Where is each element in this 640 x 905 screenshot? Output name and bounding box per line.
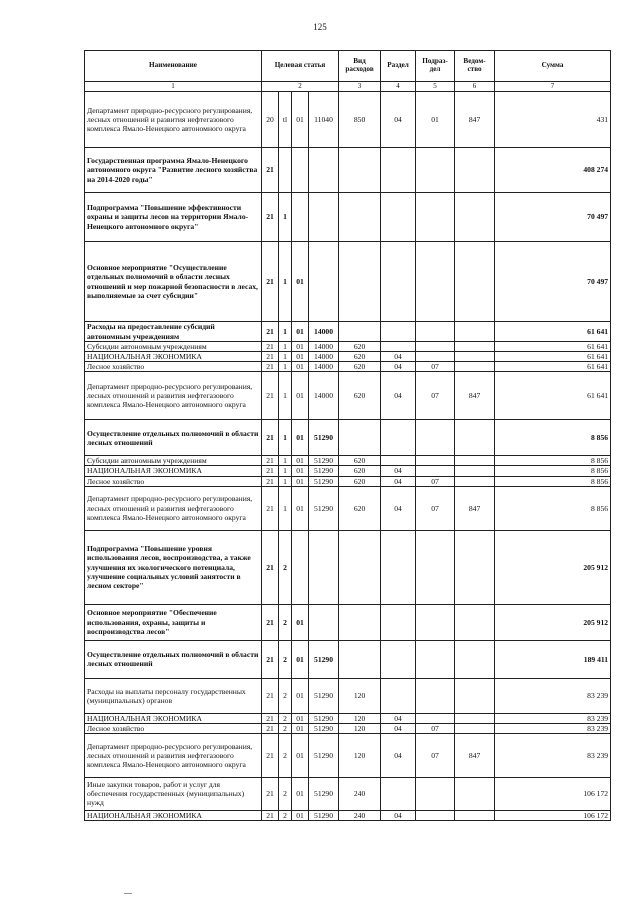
department-cell [455,456,495,466]
cs-part1: 21 [262,466,279,476]
section-cell: 04 [381,372,416,420]
subsection-cell: 01 [416,92,455,148]
department-cell [455,342,495,352]
cs-part2: 1 [279,456,292,466]
cs-part2: 1 [279,362,292,372]
expense-type-cell [339,193,381,242]
section-cell: 04 [381,810,416,820]
column-number-row [85,82,611,92]
section-cell [381,530,416,604]
table-row [85,486,611,530]
row-name: Департамент природно-ресурсного регулирования, лесных отношений и развития нефтегазового комплекса Ямало-Ненецкого автономного округа [85,372,262,420]
expense-type-cell: 120 [339,723,381,733]
table-row [85,678,611,713]
column-number: 2 [262,82,339,92]
row-name: Департамент природно-ресурсного регулирования, лесных отношений и развития нефтегазового комплекса Ямало-Ненецкого автономного округа [85,486,262,530]
expense-type-cell: 620 [339,486,381,530]
page-number: 125 [313,22,327,32]
department-cell: 847 [455,372,495,420]
sum-cell: 431 [495,92,611,148]
column-number: 5 [416,82,455,92]
sum-cell: 8 856 [495,476,611,486]
table-row [85,777,611,810]
cs-part2: 2 [279,723,292,733]
expense-type-cell: 240 [339,777,381,810]
header-subsection: Подраз-дел [416,51,455,82]
section-cell [381,342,416,352]
cs-part4 [309,242,339,322]
cs-part3: 01 [292,372,309,420]
section-cell: 04 [381,476,416,486]
expense-type-cell: 620 [339,456,381,466]
cs-part1: 21 [262,486,279,530]
row-name: Подпрограмма "Повышение эффективности охраны и защиты лесов на территории Ямало-Ненецкого автономного округа" [85,193,262,242]
table-row [85,456,611,466]
cs-part4 [309,604,339,640]
row-name: Подпрограмма "Повышение уровня использования лесов, воспроизводства, а также улучшения их экологического потенциала, улучшение социальных условий занятости в лесном секторе" [85,530,262,604]
cs-part3: 01 [292,342,309,352]
row-name: Субсидии автономным учреждениям [85,342,262,352]
cs-part1: 21 [262,723,279,733]
cs-part4 [309,193,339,242]
cs-part2: 2 [279,713,292,723]
sum-cell: 83 239 [495,733,611,777]
table-row [85,530,611,604]
sum-cell: 106 172 [495,777,611,810]
table-row [85,723,611,733]
cs-part1: 21 [262,810,279,820]
cs-part2 [279,148,292,193]
cs-part1: 21 [262,362,279,372]
table-row [85,420,611,456]
cs-part3: 01 [292,777,309,810]
cs-part1: 21 [262,372,279,420]
bottom-mark [124,893,132,894]
cs-part4: 14000 [309,342,339,352]
table-row [85,476,611,486]
cs-part4: 51290 [309,733,339,777]
sum-cell: 61 641 [495,342,611,352]
column-number: 1 [85,82,262,92]
department-cell: 847 [455,486,495,530]
department-cell [455,420,495,456]
cs-part1: 21 [262,640,279,678]
cs-part3: 01 [292,420,309,456]
department-cell [455,352,495,362]
sum-cell: 70 497 [495,193,611,242]
table-row [85,322,611,342]
expense-type-cell: 120 [339,678,381,713]
cs-part4: 14000 [309,322,339,342]
department-cell [455,466,495,476]
subsection-cell [416,322,455,342]
cs-part4: 51290 [309,486,339,530]
cs-part2: 1 [279,372,292,420]
sum-cell: 8 856 [495,456,611,466]
table-row [85,193,611,242]
cs-part3: 01 [292,466,309,476]
row-name: Основное мероприятие "Осуществление отдельных полномочий в области лесных отношений и мер пожарной безопасности в лесах, выполняемые за счет субсидии" [85,242,262,322]
cs-part1: 20 [262,92,279,148]
subsection-cell [416,352,455,362]
sum-cell: 83 239 [495,723,611,733]
sum-cell: 61 641 [495,322,611,342]
expense-type-cell: 850 [339,92,381,148]
department-cell [455,678,495,713]
section-cell: 04 [381,733,416,777]
cs-part2: 1 [279,352,292,362]
cs-part4: 51290 [309,678,339,713]
cs-part2: 2 [279,604,292,640]
table-row [85,466,611,476]
row-name: Субсидии автономным учреждениям [85,456,262,466]
subsection-cell: 07 [416,362,455,372]
header-name: Наименование [85,51,262,82]
expense-type-cell [339,148,381,193]
expense-type-cell [339,640,381,678]
subsection-cell: 07 [416,476,455,486]
department-cell: 847 [455,92,495,148]
cs-part4: 51290 [309,810,339,820]
cs-part3 [292,530,309,604]
section-cell: 04 [381,92,416,148]
sum-cell: 205 912 [495,604,611,640]
department-cell: 847 [455,733,495,777]
cs-part3: 01 [292,362,309,372]
table-row [85,148,611,193]
cs-part3: 01 [292,476,309,486]
row-name: Иные закупки товаров, работ и услуг для обеспечения государственных (муниципальных) нужд [85,777,262,810]
cs-part2: 1 [279,193,292,242]
expense-type-cell: 120 [339,713,381,723]
department-cell [455,604,495,640]
subsection-cell [416,713,455,723]
cs-part4: 51290 [309,713,339,723]
table-row [85,640,611,678]
expense-type-cell [339,530,381,604]
cs-part4 [309,530,339,604]
cs-part1: 21 [262,242,279,322]
expense-type-cell: 620 [339,342,381,352]
section-cell [381,678,416,713]
budget-table [84,50,611,821]
cs-part4 [309,148,339,193]
cs-part2: 1 [279,322,292,342]
cs-part4: 11040 [309,92,339,148]
cs-part2: 1 [279,242,292,322]
sum-cell: 83 239 [495,713,611,723]
cs-part1: 21 [262,604,279,640]
cs-part3: 01 [292,456,309,466]
department-cell [455,723,495,733]
table-row [85,342,611,352]
cs-part3: 01 [292,640,309,678]
cs-part3: 01 [292,486,309,530]
subsection-cell [416,810,455,820]
header-row [85,51,611,82]
sum-cell: 189 411 [495,640,611,678]
row-name: Осуществление отдельных полномочий в области лесных отношений [85,640,262,678]
column-number: 6 [455,82,495,92]
row-name: Лесное хозяйство [85,723,262,733]
expense-type-cell: 620 [339,362,381,372]
row-name: Лесное хозяйство [85,476,262,486]
cs-part2: 1 [279,466,292,476]
row-name: Осуществление отдельных полномочий в области лесных отношений [85,420,262,456]
cs-part4: 51290 [309,476,339,486]
cs-part1: 21 [262,476,279,486]
table-row [85,733,611,777]
subsection-cell [416,678,455,713]
expense-type-cell: 620 [339,476,381,486]
cs-part3: 01 [292,733,309,777]
table-row [85,604,611,640]
cs-part1: 21 [262,713,279,723]
cs-part2: tl [279,92,292,148]
cs-part2: 2 [279,678,292,713]
cs-part1: 21 [262,193,279,242]
department-cell [455,242,495,322]
sum-cell: 8 856 [495,466,611,476]
cs-part4: 51290 [309,466,339,476]
cs-part2: 2 [279,777,292,810]
subsection-cell: 07 [416,723,455,733]
row-name: Основное мероприятие "Обеспечение использования, охраны, защиты и воспроизводства лесов" [85,604,262,640]
section-cell [381,456,416,466]
header-target: Целевая статья [262,51,339,82]
column-number: 3 [339,82,381,92]
department-cell [455,322,495,342]
cs-part3 [292,148,309,193]
cs-part1: 21 [262,322,279,342]
cs-part3: 01 [292,352,309,362]
section-cell [381,604,416,640]
expense-type-cell: 620 [339,466,381,476]
expense-type-cell: 120 [339,733,381,777]
row-name: НАЦИОНАЛЬНАЯ ЭКОНОМИКА [85,810,262,820]
cs-part4: 14000 [309,362,339,372]
cs-part3: 01 [292,322,309,342]
cs-part4: 14000 [309,352,339,362]
cs-part1: 21 [262,733,279,777]
header-department: Ведом-ство [455,51,495,82]
subsection-cell [416,456,455,466]
sum-cell: 205 912 [495,530,611,604]
cs-part2: 2 [279,640,292,678]
cs-part3: 01 [292,723,309,733]
cs-part1: 21 [262,777,279,810]
subsection-cell [416,242,455,322]
cs-part3: 01 [292,604,309,640]
sum-cell: 8 856 [495,420,611,456]
department-cell [455,148,495,193]
column-number: 4 [381,82,416,92]
expense-type-cell: 240 [339,810,381,820]
subsection-cell [416,604,455,640]
cs-part3 [292,193,309,242]
expense-type-cell: 620 [339,352,381,362]
section-cell [381,640,416,678]
row-name: Департамент природно-ресурсного регулирования, лесных отношений и развития нефтегазового комплекса Ямало-Ненецкого автономного округа [85,733,262,777]
cs-part3: 01 [292,713,309,723]
table-row [85,810,611,820]
subsection-cell [416,420,455,456]
cs-part2: 2 [279,810,292,820]
cs-part4: 51290 [309,777,339,810]
cs-part3: 01 [292,678,309,713]
section-cell: 04 [381,713,416,723]
cs-part1: 21 [262,530,279,604]
cs-part1: 21 [262,148,279,193]
department-cell [455,640,495,678]
section-cell [381,322,416,342]
row-name: Государственная программа Ямало-Ненецкого автономного округа "Развитие лесного хозяйства на 2014-2020 годы" [85,148,262,193]
cs-part2: 2 [279,733,292,777]
section-cell [381,193,416,242]
subsection-cell: 07 [416,733,455,777]
sum-cell: 61 641 [495,362,611,372]
section-cell: 04 [381,723,416,733]
cs-part4: 51290 [309,420,339,456]
expense-type-cell [339,420,381,456]
row-name: НАЦИОНАЛЬНАЯ ЭКОНОМИКА [85,713,262,723]
cs-part2: 1 [279,486,292,530]
sum-cell: 408 274 [495,148,611,193]
subsection-cell: 07 [416,486,455,530]
row-name: Расходы на предоставление субсидий автономным учреждениям [85,322,262,342]
cs-part2: 1 [279,420,292,456]
sum-cell: 61 641 [495,372,611,420]
table-row [85,242,611,322]
subsection-cell [416,640,455,678]
row-name: НАЦИОНАЛЬНАЯ ЭКОНОМИКА [85,466,262,476]
department-cell [455,713,495,723]
sum-cell: 61 641 [495,352,611,362]
subsection-cell: 07 [416,372,455,420]
cs-part1: 21 [262,342,279,352]
cs-part1: 21 [262,678,279,713]
header-section: Раздел [381,51,416,82]
section-cell: 04 [381,362,416,372]
subsection-cell [416,148,455,193]
cs-part3: 01 [292,242,309,322]
header-expense-type: Вид расходов [339,51,381,82]
section-cell: 04 [381,466,416,476]
table-row [85,362,611,372]
cs-part2: 1 [279,342,292,352]
expense-type-cell: 620 [339,372,381,420]
row-name: НАЦИОНАЛЬНАЯ ЭКОНОМИКА [85,352,262,362]
table-row [85,713,611,723]
cs-part3: 01 [292,92,309,148]
subsection-cell [416,193,455,242]
subsection-cell [416,466,455,476]
section-cell [381,242,416,322]
section-cell: 04 [381,486,416,530]
section-cell [381,148,416,193]
table-row [85,92,611,148]
row-name: Лесное хозяйство [85,362,262,372]
subsection-cell [416,342,455,352]
table-row [85,372,611,420]
section-cell [381,420,416,456]
section-cell [381,777,416,810]
cs-part1: 21 [262,352,279,362]
cs-part1: 21 [262,420,279,456]
department-cell [455,530,495,604]
section-cell: 04 [381,352,416,362]
expense-type-cell [339,604,381,640]
row-name: Расходы на выплаты персоналу государственных (муниципальных) органов [85,678,262,713]
sum-cell: 83 239 [495,678,611,713]
cs-part1: 21 [262,456,279,466]
column-number: 7 [495,82,611,92]
expense-type-cell [339,322,381,342]
department-cell [455,777,495,810]
cs-part4: 14000 [309,372,339,420]
cs-part2: 2 [279,530,292,604]
department-cell [455,362,495,372]
subsection-cell [416,777,455,810]
cs-part4: 51290 [309,723,339,733]
sum-cell: 8 856 [495,486,611,530]
department-cell [455,810,495,820]
sum-cell: 106 172 [495,810,611,820]
department-cell [455,193,495,242]
expense-type-cell [339,242,381,322]
subsection-cell [416,530,455,604]
header-sum: Сумма [495,51,611,82]
department-cell [455,476,495,486]
table-row [85,352,611,362]
cs-part3: 01 [292,810,309,820]
row-name: Департамент природно-ресурсного регулирования, лесных отношений и развития нефтегазового комплекса Ямало-Ненецкого автономного округа [85,92,262,148]
sum-cell: 70 497 [495,242,611,322]
cs-part4: 51290 [309,640,339,678]
cs-part2: 1 [279,476,292,486]
cs-part4: 51290 [309,456,339,466]
